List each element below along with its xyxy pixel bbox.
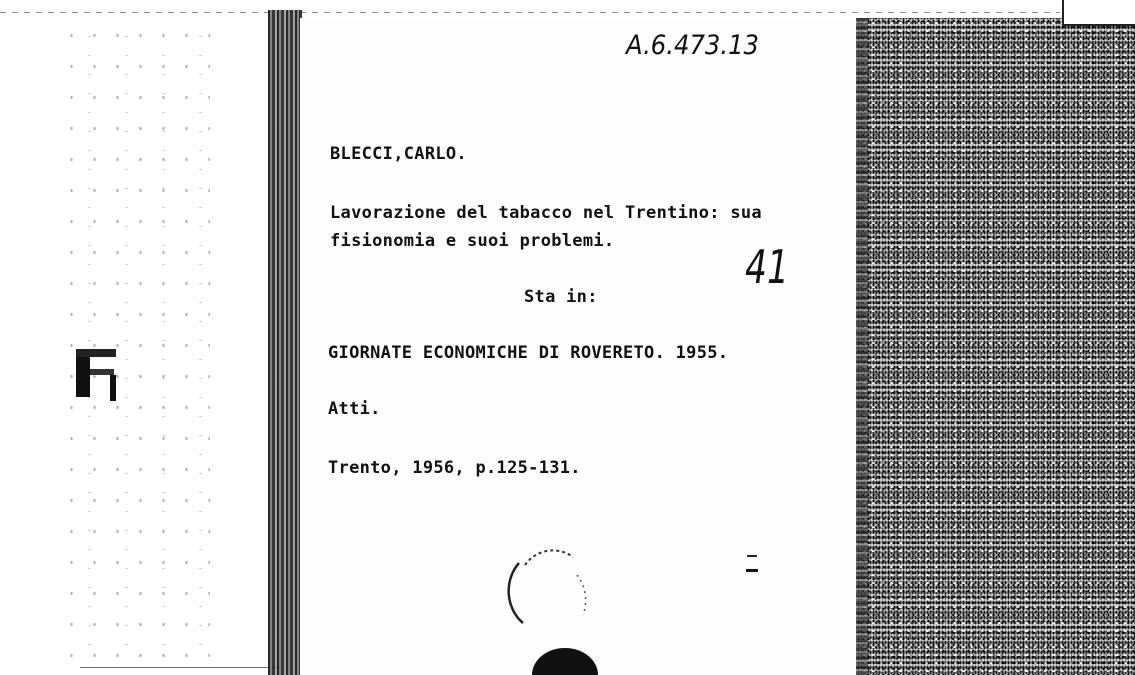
section-line: Atti. [328, 399, 381, 419]
left-tab-mark [74, 345, 120, 403]
top-right-frame [1062, 0, 1135, 26]
card-left-shadow-edge [268, 10, 302, 675]
shelfmark: A.6.473.13 [626, 30, 760, 61]
contained-in-label: Sta in: [524, 287, 598, 307]
series-line: GIORNATE ECONOMICHE DI ROVERETO. 1955. [328, 343, 729, 363]
title-line-2: fisionomia e suoi problemi. [330, 231, 615, 251]
imprint-line: Trento, 1956, p.125-131. [328, 458, 581, 478]
punch-hole-outline [503, 545, 587, 629]
right-scan-noise [856, 18, 1135, 675]
small-ink-mark [745, 551, 759, 575]
bottom-edge-line [80, 667, 280, 668]
top-edge-line [0, 12, 1060, 13]
left-scan-noise [60, 20, 210, 660]
title-line-1: Lavorazione del tabacco nel Trentino: sua [330, 203, 762, 223]
handwritten-number: 41 [745, 240, 789, 294]
author-line: BLECCI,CARLO. [330, 144, 467, 164]
punch-hole-bottom [532, 648, 598, 675]
